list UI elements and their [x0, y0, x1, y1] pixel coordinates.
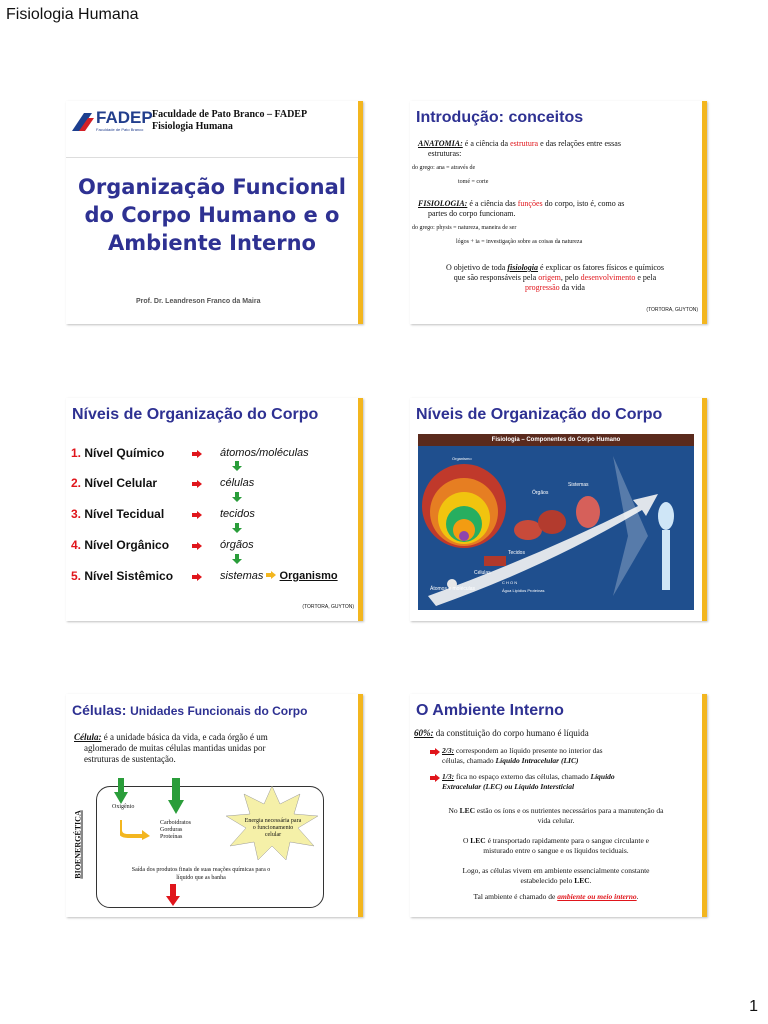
down-arrow-icon	[114, 778, 128, 804]
fisiologia-word: fisiologia	[507, 263, 539, 272]
text: da vida	[561, 283, 585, 292]
down-arrow-icon	[168, 778, 184, 814]
text: é explicar os fatores físicos e químicos	[540, 263, 664, 272]
course-name: Fisiologia Humana	[152, 121, 233, 132]
text: Logo, as células vivem em ambiente essencialmente constante	[462, 866, 650, 875]
fisiologia-term: FISIOLOGIA:	[418, 199, 468, 208]
text: No	[448, 806, 458, 815]
curved-arrow-icon	[120, 820, 150, 840]
text: estruturas de sustentação.	[84, 754, 176, 764]
slide-title	[66, 101, 363, 324]
down-arrow-icon	[232, 554, 242, 564]
down-arrow-icon	[232, 461, 242, 471]
anatomia-definition	[418, 139, 621, 159]
page-number: 1	[749, 998, 758, 1015]
energy-label: Energia necessária para o funcionamento celular	[244, 818, 302, 838]
oxygen-label: Oxigênio	[112, 804, 135, 810]
text: Tal ambiente é chamado de	[473, 892, 556, 901]
level-number: 2.	[71, 476, 82, 490]
slide-niveis-infografico	[410, 398, 707, 621]
lec-item	[442, 772, 615, 792]
nutrients-list	[160, 820, 191, 841]
level-item	[71, 538, 169, 552]
text: partes do corpo funcionam.	[428, 209, 516, 218]
highlight: origem	[538, 273, 561, 282]
reference: (TORTORA, GUYTON)	[646, 307, 698, 313]
level-name: Nível Celular	[84, 476, 158, 490]
lic-item	[442, 746, 603, 766]
slide-heading: O Ambiente Interno	[416, 702, 564, 719]
text: misturado entre o sangue e os líquidos teciduais.	[483, 846, 629, 855]
slide-celulas	[66, 694, 363, 917]
nutrient: Gorduras	[160, 827, 183, 833]
title-line: Organização Funcional	[78, 175, 346, 199]
fisiologia-greek-2: lógos + ia = investigação sobre as coisas da natureza	[456, 239, 583, 245]
infographic-molecules	[502, 588, 545, 593]
level-value: células	[220, 477, 255, 489]
lec-abbr: LEC	[574, 876, 590, 885]
cell-definition	[74, 732, 268, 765]
infographic-label: Organismo	[452, 456, 472, 461]
anatomia-greek-1: do grego: ana = através de	[412, 165, 476, 171]
infographic-label: Átomos e moléculas	[430, 586, 476, 592]
text: vida celular.	[537, 816, 575, 825]
molecule: Lipídios	[512, 588, 527, 593]
text: células, chamado	[442, 756, 494, 765]
document-header-title: Fisiologia Humana	[6, 6, 139, 23]
text: que são responsáveis pela	[453, 273, 537, 282]
nutrient: Proteínas	[160, 834, 183, 840]
right-arrow-icon	[192, 480, 202, 488]
lec-abbr: LEC	[470, 836, 486, 845]
down-arrow-icon	[232, 523, 242, 533]
liquid-percentage	[414, 728, 589, 738]
text: da constituição do corpo humano é líquida	[435, 728, 589, 738]
text: e das relações entre essas	[540, 139, 621, 148]
level-item	[71, 507, 164, 521]
paragraph-constant-environment	[410, 866, 702, 886]
slide-introducao	[410, 101, 707, 324]
lic-term: Líquido Intracelular (LIC)	[495, 756, 579, 765]
level-item	[71, 476, 157, 490]
internal-environment-term: ambiente ou meio interno	[557, 892, 637, 901]
institution-block	[152, 109, 307, 133]
fraction: 2/3:	[442, 746, 455, 755]
organismo: Organismo	[279, 570, 338, 582]
right-arrow-icon	[192, 450, 202, 458]
objective-paragraph	[414, 263, 696, 293]
highlight: progressão	[525, 283, 560, 292]
text: é a unidade básica da vida, e cada órgão é um	[103, 732, 268, 742]
bioenergetics-label	[72, 792, 84, 902]
infographic-label: Células	[474, 570, 491, 576]
text: correspondem ao líquido presente no interior das	[455, 746, 603, 755]
text: O	[463, 836, 469, 845]
title-line: Ambiente Interno	[108, 231, 316, 255]
right-arrow-icon	[192, 542, 202, 550]
level-number: 5.	[71, 569, 82, 583]
right-arrow-icon	[192, 573, 202, 581]
text: é a ciência da	[464, 139, 509, 148]
right-arrow-icon	[430, 748, 440, 756]
percentage: 60%:	[414, 728, 434, 738]
text: estabelecido pelo	[520, 876, 573, 885]
slide-heading: Níveis de Organização do Corpo	[72, 406, 319, 423]
level-number: 1.	[71, 446, 82, 460]
cell-term: Célula:	[74, 732, 102, 742]
molecule: Proteínas	[527, 588, 545, 593]
level-value	[220, 570, 338, 582]
text: , pelo	[560, 273, 579, 282]
text: é transportado rapidamente para o sangue circulante e	[487, 836, 649, 845]
slide-ambiente-interno	[410, 694, 707, 917]
right-arrow-icon	[430, 774, 440, 782]
highlight: desenvolvimento	[580, 273, 636, 282]
text: aglomerado de muitas células mantidas unidas por	[84, 743, 266, 753]
text: estruturas:	[428, 149, 462, 158]
molecule: Água	[502, 588, 512, 593]
output-label: Saída dos produtos finais de suas reações químicas para o líquido que as banha	[131, 867, 271, 881]
institution-name: Faculdade de Pato Branco – FADEP	[152, 109, 308, 120]
infographic-label: Sistemas	[568, 482, 589, 488]
level-value: órgãos	[220, 539, 254, 551]
infographic-label: Órgãos	[532, 490, 549, 496]
text: O objetivo de toda	[446, 263, 506, 272]
level-value-text: sistemas	[220, 570, 264, 582]
slide-heading	[72, 702, 307, 718]
text: do corpo, isto é, como as	[544, 199, 625, 208]
presentation-title	[66, 173, 358, 257]
level-number: 3.	[71, 507, 82, 521]
body-components-infographic	[418, 434, 694, 610]
fraction: 1/3:	[442, 772, 455, 781]
anatomia-greek-2: tomé = corte	[458, 179, 489, 185]
author: Prof. Dr. Leandreson Franco da Maira	[136, 298, 261, 305]
lec-abbr: LEC	[459, 806, 475, 815]
title-line: do Corpo Humano e o	[84, 203, 340, 227]
infographic-title: Fisiologia – Componentes do Corpo Humano	[418, 434, 694, 446]
level-name: Nível Orgânico	[84, 538, 170, 552]
level-name: Nível Sistêmico	[84, 569, 174, 583]
bioenergetics-text: BIOENERGÉTICA	[73, 810, 83, 879]
slide-heading: Introdução: conceitos	[416, 109, 584, 126]
text: estão os íons e os nutrientes necessários para a manutenção da	[476, 806, 664, 815]
level-name: Nível Químico	[84, 446, 165, 460]
reference: (TORTORA, GUYTON)	[302, 604, 354, 610]
heading-part: Células:	[72, 702, 127, 718]
text: é a ciência das	[469, 199, 516, 208]
right-arrow-icon	[266, 571, 276, 579]
lec-term: Extracelular (LEC) ou Líquido Intersticial	[442, 782, 575, 791]
fisiologia-greek-1: do grego: physis = natureza, maneira de ser	[412, 225, 517, 231]
level-value: átomos/moléculas	[220, 447, 309, 459]
level-name: Nível Tecidual	[84, 507, 165, 521]
text: fica no espaço externo das células, chamado	[455, 772, 589, 781]
divider	[66, 157, 358, 158]
heading-part: Unidades Funcionais do Corpo	[130, 704, 308, 718]
level-item	[71, 569, 173, 583]
level-item	[71, 446, 164, 460]
lec-term: Líquido	[590, 772, 615, 781]
highlight: estrutura	[510, 139, 539, 148]
level-value: tecidos	[220, 508, 255, 520]
nutrient: Carboidratos	[160, 820, 191, 826]
down-arrow-icon	[166, 884, 180, 906]
fadep-logo-text: FADEP	[96, 108, 153, 127]
down-arrow-icon	[232, 492, 242, 502]
text: e pela	[637, 273, 657, 282]
infographic-label: Tecidos	[508, 550, 525, 556]
fadep-logo-tagline: Faculdade de Pato Branco	[96, 127, 144, 132]
paragraph-lec-transport	[410, 836, 702, 856]
slide-heading: Níveis de Organização do Corpo	[416, 406, 663, 423]
level-number: 4.	[71, 538, 82, 552]
paragraph-lec-ions	[410, 806, 702, 826]
highlight: funções	[517, 199, 543, 208]
infographic-atoms: C H O N	[502, 580, 518, 585]
fisiologia-definition	[418, 199, 624, 219]
right-arrow-icon	[192, 511, 202, 519]
paragraph-internal-environment	[410, 892, 702, 902]
text: .	[589, 876, 592, 885]
text: .	[636, 892, 639, 901]
slide-niveis-lista	[66, 398, 363, 621]
anatomia-term: ANATOMIA:	[418, 139, 463, 148]
